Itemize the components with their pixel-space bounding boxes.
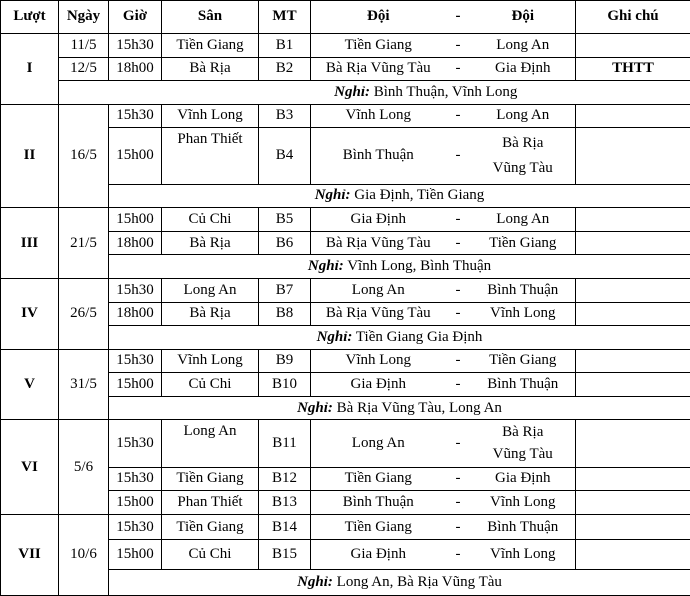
match-code: B11 — [259, 420, 311, 467]
match-date: 31/5 — [59, 349, 109, 420]
match-team2: Long An — [471, 104, 576, 128]
match-team2: Tiền Giang — [471, 231, 576, 255]
match-time: 15h30 — [109, 514, 162, 540]
match-note — [576, 279, 690, 303]
match-date: 5/6 — [59, 420, 109, 514]
round-label: II — [1, 104, 59, 208]
table-row — [1, 57, 690, 81]
match-team1: Tiền Giang — [311, 34, 446, 58]
match-date: 10/6 — [59, 514, 109, 595]
match-note — [576, 302, 690, 326]
off-label: Nghỉ: — [314, 187, 351, 204]
match-team2-line2: Vũng Tàu — [492, 445, 553, 462]
match-date: 12/5 — [59, 57, 109, 81]
match-time: 15h00 — [109, 540, 162, 570]
match-note — [576, 34, 690, 58]
match-venue: Bà Rịa — [162, 57, 259, 81]
header-round: Lượt — [1, 1, 59, 34]
match-venue: Long An — [162, 420, 259, 467]
match-team2 — [471, 128, 576, 184]
match-dash: - — [446, 514, 471, 540]
match-time: 18h00 — [109, 231, 162, 255]
match-team2: Vĩnh Long — [471, 491, 576, 515]
off-teams — [109, 184, 690, 208]
off-row — [1, 81, 690, 105]
match-team1: Tiền Giang — [311, 514, 446, 540]
off-label: Nghỉ: — [334, 83, 370, 100]
match-note — [576, 373, 690, 397]
match-dash: - — [446, 279, 471, 303]
match-team2: Bình Thuận — [471, 373, 576, 397]
match-dash: - — [446, 491, 471, 515]
match-team1: Bà Rịa Vũng Tàu — [311, 57, 446, 81]
header-team1: Đội — [311, 1, 446, 34]
match-team2: Bình Thuận — [471, 279, 576, 303]
match-venue: Vĩnh Long — [162, 349, 259, 373]
header-match-code: MT — [259, 1, 311, 34]
match-date: 21/5 — [59, 208, 109, 279]
match-team1: Bà Rịa Vũng Tàu — [311, 302, 446, 326]
match-team2: Tiền Giang — [471, 349, 576, 373]
match-note — [576, 467, 690, 491]
table-row — [1, 349, 690, 373]
match-time: 15h00 — [109, 491, 162, 515]
header-note: Ghi chú — [576, 1, 690, 34]
round-label: V — [1, 349, 59, 420]
match-time: 15h30 — [109, 34, 162, 58]
match-venue: Tiền Giang — [162, 467, 259, 491]
off-list: Tiền Giang Gia Định — [355, 328, 483, 345]
round-label: I — [1, 34, 59, 105]
match-note — [576, 208, 690, 232]
match-date: 16/5 — [59, 104, 109, 208]
match-team1: Gia Định — [311, 540, 446, 570]
match-team1: Long An — [311, 279, 446, 303]
table-row — [1, 514, 690, 540]
match-time: 15h00 — [109, 208, 162, 232]
match-time: 15h30 — [109, 279, 162, 303]
off-teams — [109, 326, 690, 350]
match-venue: Phan Thiết — [162, 128, 259, 184]
off-teams — [109, 396, 690, 420]
match-code: B5 — [259, 208, 311, 232]
round-label: IV — [1, 279, 59, 350]
match-code: B3 — [259, 104, 311, 128]
header-team2: Đội — [471, 1, 576, 34]
match-note — [576, 491, 690, 515]
match-dash: - — [446, 57, 471, 81]
off-list: Vĩnh Long, Bình Thuận — [347, 258, 492, 275]
match-team1: Gia Định — [311, 208, 446, 232]
match-code: B6 — [259, 231, 311, 255]
header-venue: Sân — [162, 1, 259, 34]
match-dash: - — [446, 373, 471, 397]
round-label: VI — [1, 420, 59, 514]
match-dash: - — [446, 208, 471, 232]
match-venue: Vĩnh Long — [162, 104, 259, 128]
match-dash: - — [446, 128, 471, 184]
match-team2: Gia Định — [471, 467, 576, 491]
match-team1: Bà Rịa Vũng Tàu — [311, 231, 446, 255]
match-venue: Phan Thiết — [162, 491, 259, 515]
round-label: VII — [1, 514, 59, 595]
table-row — [1, 279, 690, 303]
match-dash: - — [446, 420, 471, 467]
header-time: Giờ — [109, 1, 162, 34]
match-code: B2 — [259, 57, 311, 81]
table-row — [1, 208, 690, 232]
match-team2-line1: Bà Rịa — [502, 134, 544, 151]
match-team1: Vĩnh Long — [311, 349, 446, 373]
match-team2: Bình Thuận — [471, 514, 576, 540]
match-venue: Củ Chi — [162, 373, 259, 397]
match-team2: Long An — [471, 34, 576, 58]
table-row — [1, 34, 690, 58]
match-date: 26/5 — [59, 279, 109, 350]
match-note — [576, 514, 690, 540]
match-team2: Gia Định — [471, 57, 576, 81]
match-note — [576, 349, 690, 373]
table-row — [1, 104, 690, 128]
match-time: 15h30 — [109, 467, 162, 491]
match-time: 15h30 — [109, 349, 162, 373]
match-note — [576, 420, 690, 467]
match-venue: Tiền Giang — [162, 514, 259, 540]
match-dash: - — [446, 231, 471, 255]
off-list: Gia Định, Tiền Giang — [354, 187, 485, 204]
header-dash: - — [446, 1, 471, 34]
match-team1: Bình Thuận — [311, 491, 446, 515]
off-label: Nghỉ: — [297, 399, 333, 416]
match-time: 18h00 — [109, 57, 162, 81]
match-note — [576, 540, 690, 570]
match-team2 — [471, 420, 576, 467]
off-teams — [109, 255, 690, 279]
header-row — [1, 1, 690, 34]
off-label: Nghỉ: — [297, 573, 333, 590]
off-list: Long An, Bà Rịa Vũng Tàu — [336, 573, 502, 590]
off-teams — [162, 81, 690, 105]
match-code: B1 — [259, 34, 311, 58]
match-dash: - — [446, 349, 471, 373]
match-team1: Bình Thuận — [311, 128, 446, 184]
match-time: 15h30 — [109, 420, 162, 467]
match-dash: - — [446, 302, 471, 326]
match-dash: - — [446, 104, 471, 128]
round-label: III — [1, 208, 59, 279]
match-time: 15h00 — [109, 373, 162, 397]
match-team2-line1: Bà Rịa — [502, 424, 544, 441]
match-venue: Bà Rịa — [162, 302, 259, 326]
match-team2-line2: Vũng Tàu — [492, 160, 553, 176]
off-label: Nghỉ: — [307, 258, 344, 275]
match-code: B8 — [259, 302, 311, 326]
match-code: B12 — [259, 467, 311, 491]
match-code: B9 — [259, 349, 311, 373]
off-list: Bình Thuận, Vĩnh Long — [373, 83, 518, 100]
off-teams — [109, 570, 690, 596]
match-team1: Vĩnh Long — [311, 104, 446, 128]
match-code: B10 — [259, 373, 311, 397]
match-code: B13 — [259, 491, 311, 515]
off-label: Nghỉ: — [316, 328, 353, 345]
match-code: B15 — [259, 540, 311, 570]
match-team1: Long An — [311, 420, 446, 467]
match-team2: Vĩnh Long — [471, 540, 576, 570]
header-date: Ngày — [59, 1, 109, 34]
match-note — [576, 104, 690, 128]
match-venue: Củ Chi — [162, 208, 259, 232]
match-dash: - — [446, 540, 471, 570]
match-venue: Long An — [162, 279, 259, 303]
match-code: B7 — [259, 279, 311, 303]
match-dash: - — [446, 34, 471, 58]
match-dash: - — [446, 467, 471, 491]
match-venue: Củ Chi — [162, 540, 259, 570]
match-team1: Gia Định — [311, 373, 446, 397]
match-venue: Tiền Giang — [162, 34, 259, 58]
match-note: THTT — [576, 57, 690, 81]
match-team2: Long An — [471, 208, 576, 232]
match-note — [576, 128, 690, 184]
match-venue: Bà Rịa — [162, 231, 259, 255]
match-team1: Tiền Giang — [311, 467, 446, 491]
match-code: B4 — [259, 128, 311, 184]
match-time: 15h30 — [109, 104, 162, 128]
match-time: 15h00 — [109, 128, 162, 184]
match-note — [576, 231, 690, 255]
match-code: B14 — [259, 514, 311, 540]
match-time: 18h00 — [109, 302, 162, 326]
table-row — [1, 420, 690, 467]
off-list: Bà Rịa Vũng Tàu, Long An — [336, 399, 502, 416]
match-date: 11/5 — [59, 34, 109, 58]
match-team2: Vĩnh Long — [471, 302, 576, 326]
